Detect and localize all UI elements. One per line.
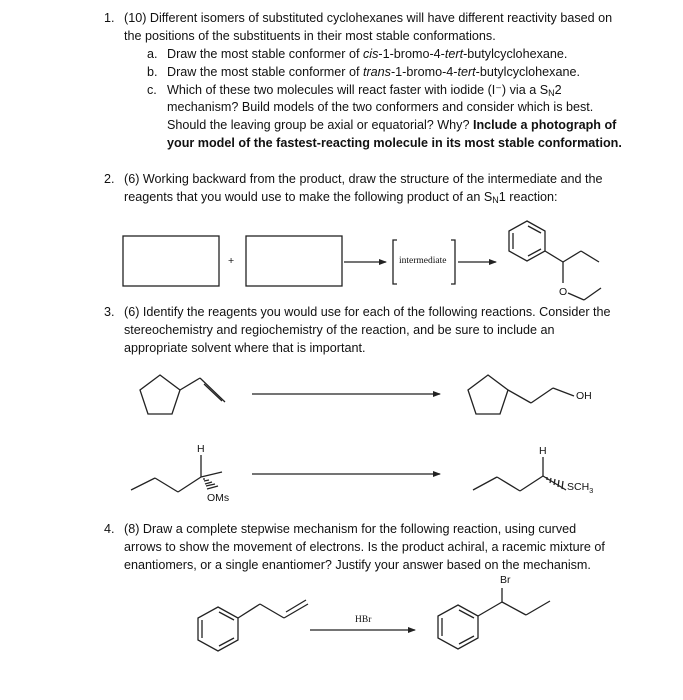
q1c-line2: mechanism? Build models of the two conformers and consider which is best. [167, 100, 594, 114]
q3-number: 3. [104, 305, 115, 319]
q3-line3: appropriate solvent where that is important. [124, 341, 366, 355]
intermediate-label: intermediate [399, 256, 447, 266]
allylbenzene [198, 600, 308, 651]
q2-line2: reagents that you would use to make the following product of an $S_N1$ reaction: [124, 190, 558, 205]
oms-label: OMs [207, 492, 230, 504]
reagent-box-1[interactable] [123, 236, 219, 286]
q2-number: 2. [104, 172, 115, 186]
q1-number: 1. [104, 11, 115, 25]
q3-line1: (6) Identify the reagents you would use for each of the following reactions. Consider the [124, 305, 611, 319]
q1-stem-line2: the positions of the substituents in their most stable conformations. [124, 29, 496, 43]
br-label: Br [500, 574, 511, 586]
cyclopentyl-alkene [140, 375, 225, 414]
q1c-line1: Which of these two molecules will react faster with iodide (I⁻) via a $S_N2$ [167, 83, 562, 98]
q1c-line3: Should the leaving group be axial or equatorial? Why? Include a photograph of [167, 118, 617, 132]
reagent-box-2[interactable] [246, 236, 342, 286]
sch3-label: $SCH_3$ [567, 481, 594, 495]
secondary-mesylate [131, 455, 222, 492]
bracket-left [393, 240, 397, 284]
sn1-product-structure [509, 221, 601, 300]
q1-stem-line1: (10) Different isomers of substituted cyclohexanes will have different reactivity based on [124, 11, 613, 25]
q4-number: 4. [104, 522, 115, 536]
q3-line2: stereochemistry and regiochemistry of the reaction, and be sure to include an [124, 323, 555, 337]
q1a-label: a. [147, 47, 158, 61]
plus-sign: + [228, 255, 235, 267]
ether-oxygen: O [559, 286, 568, 298]
h-label-right: H [539, 445, 547, 457]
cyclopentyl-ethanol [468, 375, 574, 414]
q2-line1: (6) Working backward from the product, draw the structure of the intermediate and the [124, 172, 603, 186]
secondary-thioether [473, 457, 566, 491]
oh-label: OH [576, 390, 592, 402]
q1a-text: Draw the most stable conformer of cis-1-bromo-4-tert-butylcyclohexane. [167, 47, 568, 61]
h-label-left: H [197, 443, 205, 455]
q1c-line4: your model of the fastest-reacting molecule in its most stable conformation. [167, 136, 622, 150]
hbr-reagent: HBr [355, 615, 372, 625]
q4-line3: enantiomers, or a single enantiomer? Justify your answer based on the mechanism. [124, 558, 591, 572]
q1b-text: Draw the most stable conformer of trans-1-bromo-4-tert-butylcyclohexane. [167, 65, 580, 79]
q4-line1: (8) Draw a complete stepwise mechanism for the following reaction, using curved [124, 522, 577, 536]
q1c-label: c. [147, 83, 157, 97]
q1b-label: b. [147, 65, 158, 79]
bracket-right [451, 240, 455, 284]
q4-line2: arrows to show the movement of electrons. Is the product achiral, a racemic mixture of [124, 540, 605, 554]
bromoalkyl-benzene [438, 588, 550, 649]
